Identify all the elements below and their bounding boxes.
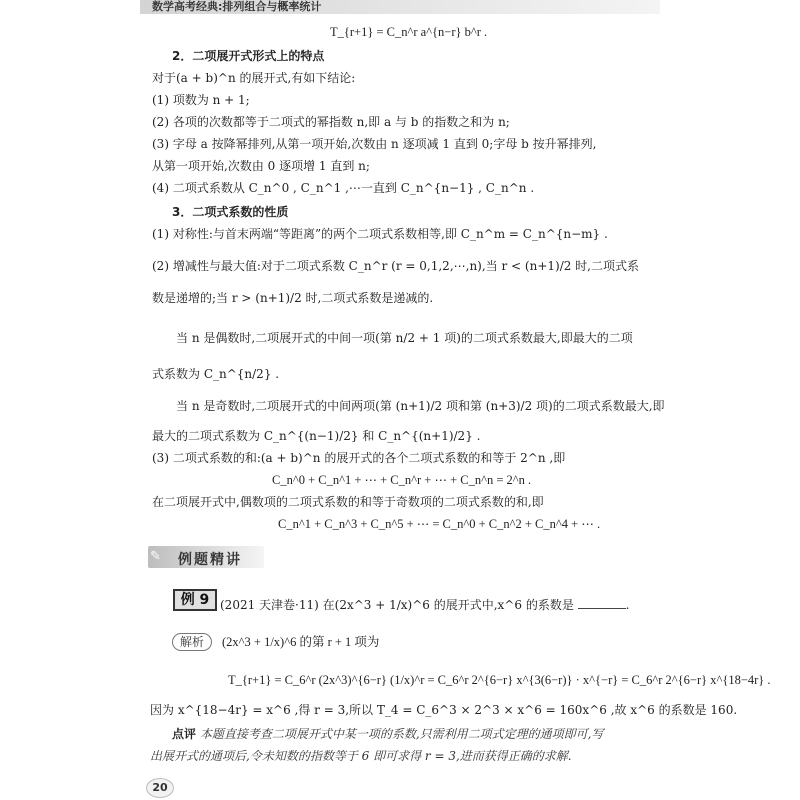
section-2-item-3-cont: 从第一项开始,次数由 0 逐项增 1 直到 n; <box>152 159 370 173</box>
example-question-end: . <box>625 598 630 612</box>
page-number: 20 <box>146 778 174 798</box>
odd-even-sum-formula: C_n^1 + C_n^3 + C_n^5 + ⋯ = C_n^0 + C_n^2 + C_n^4 + ⋯ . <box>278 517 601 531</box>
example-question <box>220 596 629 613</box>
odd-even-sum-statement: 在二项展开式中,偶数项的二项式系数的和等于奇数项的二项式系数的和,即 <box>152 495 544 509</box>
even-n-statement-cont: 式系数为 C_n^{n/2} . <box>152 367 280 381</box>
solution-conclusion: 因为 x^{18−4r} = x^6 ,得 r = 3,所以 T_4 = C_6^3 × 2^3 × x^6 = 160x^6 ,故 x^6 的系数是 160. <box>150 703 738 717</box>
monotonicity-property: (2) 增减性与最大值:对于二项式系数 C_n^r (r = 0,1,2,⋯,n),当 r < (n+1)/2 时,二项式系 <box>152 259 639 273</box>
comment-line-1 <box>172 726 603 742</box>
odd-n-statement-cont: 最大的二项式系数为 C_n^{(n−1)/2} 和 C_n^{(n+1)/2} . <box>152 429 481 443</box>
section-2-heading: 2．二项展开式形式上的特点 <box>172 49 325 63</box>
symmetry-property: (1) 对称性:与首末两端“等距离”的两个二项式系数相等,即 C_n^m = C_n^{n−m} . <box>152 227 608 241</box>
monotonicity-property-cont: 数是递增的;当 r > (n+1)/2 时,二项式系数是递减的. <box>152 291 434 305</box>
solution-lead: (2x^3 + 1/x)^6 的第 r + 1 项为 <box>222 635 380 649</box>
section-2-item-3: (3) 字母 a 按降幂排列,从第一项开始,次数由 n 逐项减 1 直到 0;字母 b 按升幂排列, <box>152 137 597 151</box>
general-term-formula: T_{r+1} = C_n^r a^{n−r} b^r . <box>330 25 488 39</box>
answer-blank <box>578 596 626 609</box>
solution-general-term: T_{r+1} = C_6^r (2x^3)^{6−r} (1/x)^r = C_6^r 2^{6−r} x^{3(6−r)} · x^{−r} = C_6^r 2^{6−r} x^{18−4r} . <box>228 673 771 687</box>
banner-title: 例题精讲 <box>178 552 242 568</box>
running-header: 数学高考经典:排列组合与概率统计 <box>140 0 660 14</box>
comment-line-2: 出展开式的通项后,令未知数的指数等于 6 即可求得 r = 3,进而获得正确的求解. <box>150 749 572 763</box>
example-source: (2021 天津卷·11) <box>220 598 319 612</box>
comment-label: 点评 <box>172 727 197 741</box>
odd-n-statement: 当 n 是奇数时,二项展开式的中间两项(第 (n+1)/2 项和第 (n+3)/2 项)的二项式系数最大,即 <box>176 399 665 413</box>
section-2-intro: 对于(a + b)^n 的展开式,有如下结论: <box>152 71 356 85</box>
section-3-heading: 3．二项式系数的性质 <box>172 205 289 219</box>
example-question-text: 在(2x^3 + 1/x)^6 的展开式中,x^6 的系数是 <box>322 598 574 612</box>
section-2-item-1: (1) 项数为 n + 1; <box>152 93 250 107</box>
comment-text-1: 本题直接考查二项展开式中某一项的系数,只需利用二项式定理的通项即可,写 <box>199 727 604 741</box>
even-n-statement: 当 n 是偶数时,二项展开式的中间一项(第 n/2 + 1 项)的二项式系数最大,即最大的二项 <box>176 331 633 345</box>
coefficient-sum-property: (3) 二项式系数的和:(a + b)^n 的展开式的各个二项式系数的和等于 2^n ,即 <box>152 451 566 465</box>
coefficient-sum-formula: C_n^0 + C_n^1 + ⋯ + C_n^r + ⋯ + C_n^n = 2^n . <box>272 473 532 487</box>
section-2-item-2: (2) 各项的次数都等于二项式的幂指数 n,即 a 与 b 的指数之和为 n; <box>152 115 510 129</box>
section-2-item-4: (4) 二项式系数从 C_n^0 , C_n^1 ,⋯一直到 C_n^{n−1} , C_n^n . <box>152 181 535 195</box>
pencil-icon: ✎ <box>150 549 161 564</box>
example-tag: 例 9 <box>173 589 217 611</box>
solution-tag: 解析 <box>172 633 212 651</box>
